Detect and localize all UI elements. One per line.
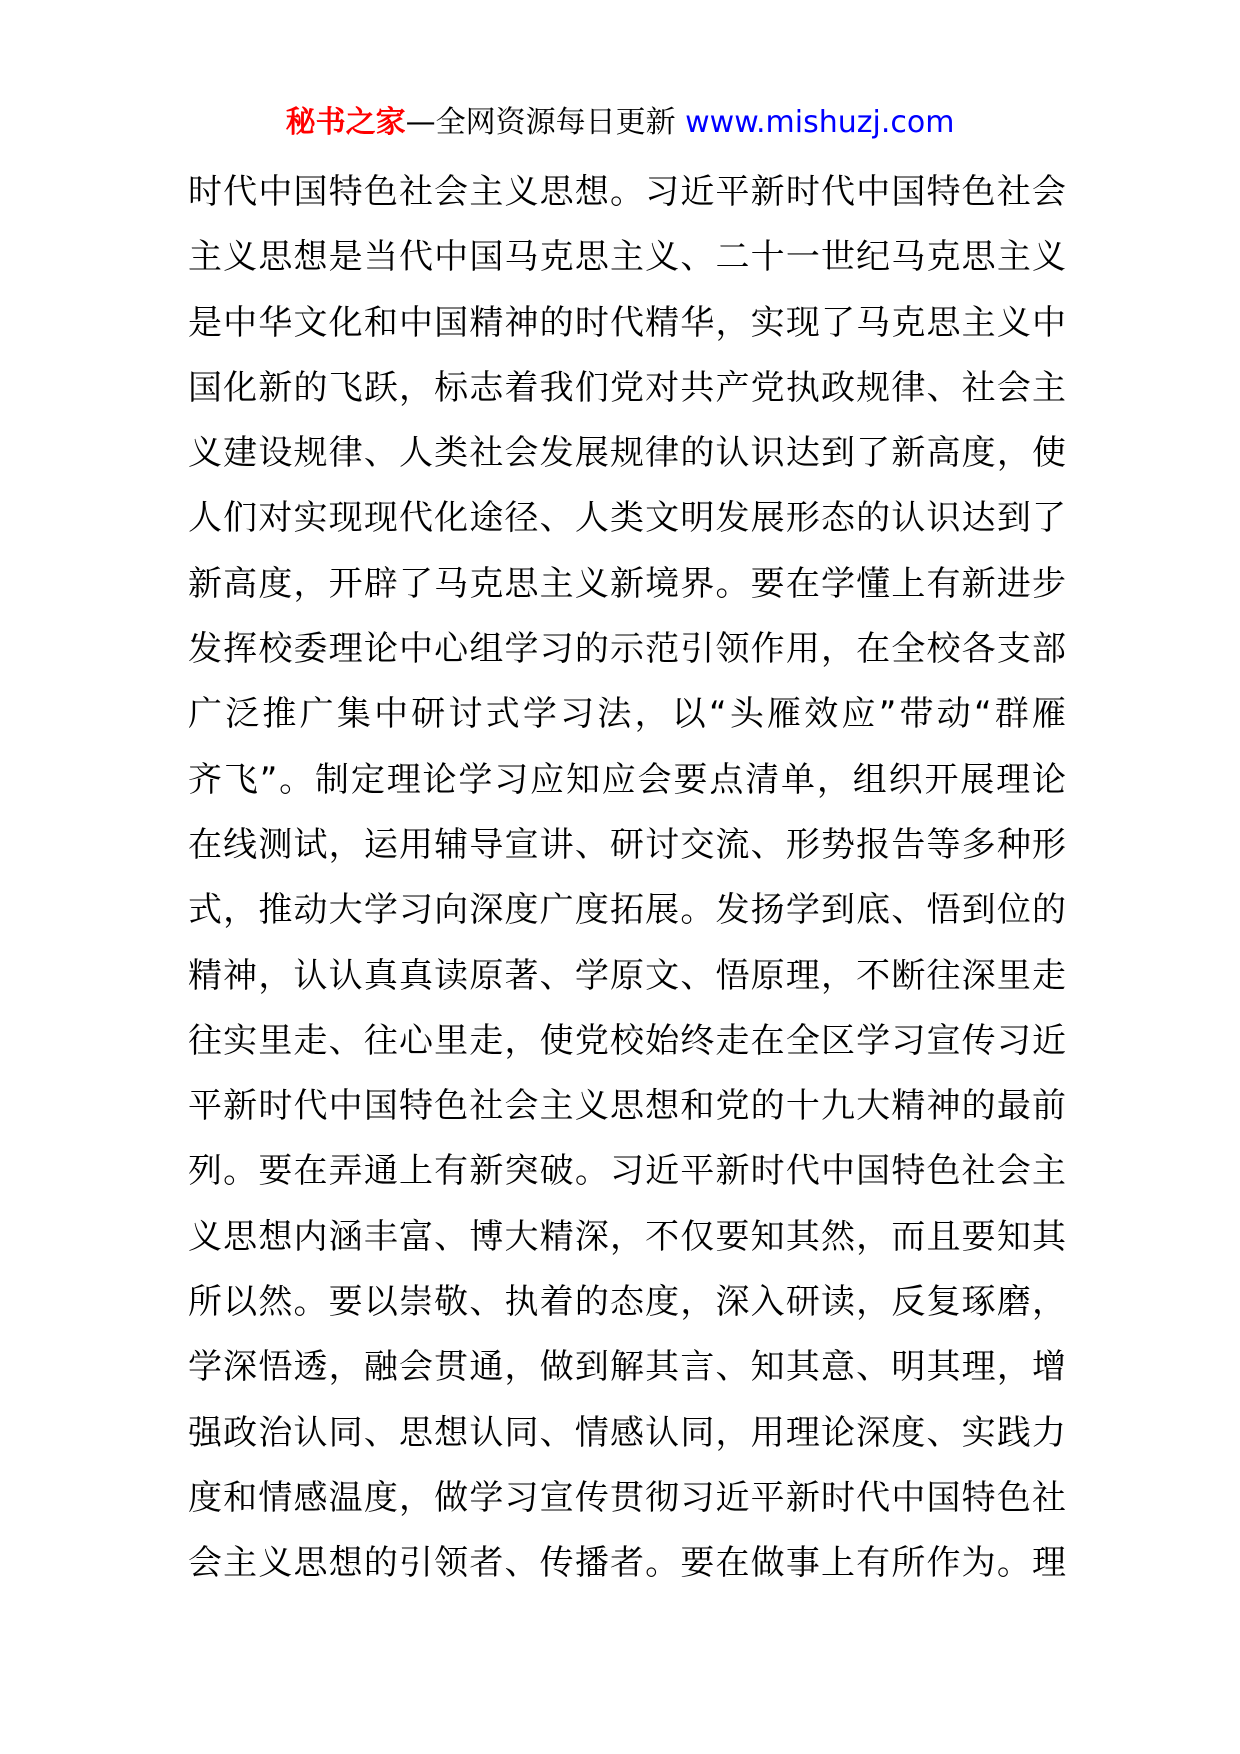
text-line: 时代中国特色社会主义思想。习近平新时代中国特色社会 [188, 172, 1066, 212]
text-line: 发挥校委理论中心组学习的示范引领作用，在全校各支部 [188, 629, 1066, 670]
text-line: 齐飞”。制定理论学习应知应会要点清单，组织开展理论 [188, 759, 1066, 800]
text-line: 所以然。要以崇敬、执着的态度，深入研读，反复琢磨， [188, 1282, 1066, 1323]
text-line: 精神，认认真真读原著、学原文、悟原理，不断往深里走 [188, 955, 1066, 996]
brand-name: 秘书之家 [285, 105, 406, 140]
text-line: 往实里走、往心里走，使党校始终走在全区学习宣传习近 [188, 1020, 1066, 1061]
text-line: 义建设规律、人类社会发展规律的认识达到了新高度，使 [188, 433, 1066, 474]
header-tagline: —全网资源每日更新 [405, 105, 686, 140]
text-line: 度和情感温度，做学习宣传贯彻习近平新时代中国特色社 [188, 1477, 1066, 1518]
text-line: 强政治认同、思想认同、情感认同，用理论深度、实践力 [188, 1412, 1066, 1453]
text-line: 列。要在弄通上有新突破。习近平新时代中国特色社会主 [188, 1151, 1066, 1192]
site-url-link[interactable]: www.mishuzj.com [685, 105, 955, 140]
document-body [188, 160, 1066, 1597]
text-line: 是中华文化和中国精神的时代精华，实现了马克思主义中 [188, 302, 1066, 343]
text-line: 广泛推广集中研讨式学习法，以“头雁效应”带动“群雁 [188, 694, 1066, 735]
text-line: 平新时代中国特色社会主义思想和党的十九大精神的最前 [188, 1086, 1066, 1127]
text-line: 学深悟透，融会贯通，做到解其言、知其意、明其理，增 [188, 1347, 1066, 1388]
text-line: 新高度，开辟了马克思主义新境界。要在学懂上有新进步 [188, 563, 1066, 604]
text-line: 在线测试，运用辅导宣讲、研讨交流、形势报告等多种形 [188, 824, 1066, 865]
watermark-header [0, 100, 1240, 146]
text-line: 式，推动大学习向深度广度拓展。发扬学到底、悟到位的 [188, 890, 1066, 931]
text-line: 义思想内涵丰富、博大精深，不仅要知其然，而且要知其 [188, 1216, 1066, 1257]
text-line: 主义思想是当代中国马克思主义、二十一世纪马克思主义 [188, 237, 1066, 278]
text-line: 会主义思想的引领者、传播者。要在做事上有所作为。理 [188, 1543, 1066, 1584]
text-line: 人们对实现现代化途径、人类文明发展形态的认识达到了 [188, 498, 1066, 539]
text-line: 国化新的飞跃，标志着我们党对共产党执政规律、社会主 [188, 367, 1066, 408]
